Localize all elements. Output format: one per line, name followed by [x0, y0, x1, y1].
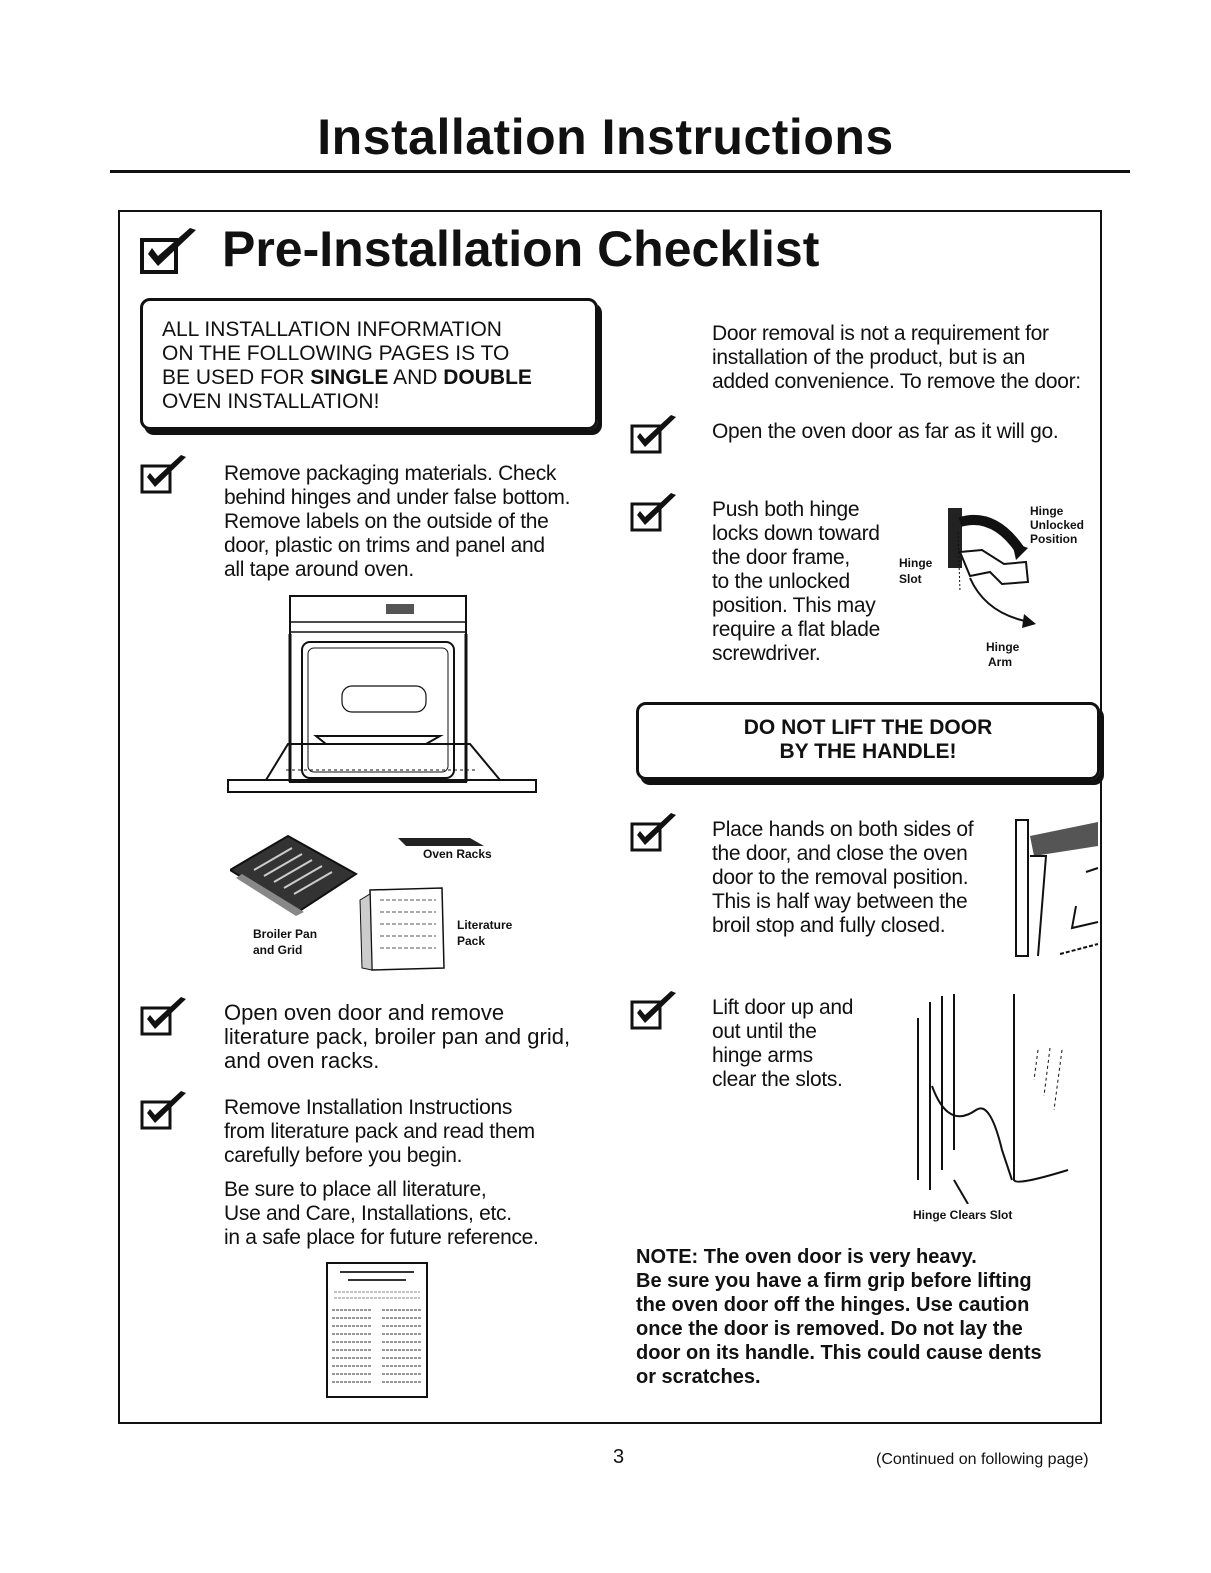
broiler-label-1: Broiler Pan [253, 927, 318, 941]
checkbox-checked-icon [630, 812, 678, 852]
callout-line-2: ON THE FOLLOWING PAGES IS TO [162, 342, 510, 365]
page-title: Installation Instructions [317, 109, 894, 165]
hinge-slot-label-2: Slot [899, 572, 922, 586]
checkbox-checked-icon [630, 990, 678, 1030]
right-step3-text: Place hands on both sides of the door, and close the oven door to the removal position. This is half way between the broil stop and fully closed. [712, 818, 974, 937]
literature-label-1: Literature [457, 918, 513, 932]
oven-racks-label: Oven Racks [423, 847, 492, 861]
page-number: 3 [613, 1446, 625, 1468]
callout-line-3: BE USED FOR SINGLE AND DOUBLE [162, 366, 532, 389]
wall-oven-illustration [226, 594, 538, 808]
hinge-clears-slot-label: Hinge Clears Slot [913, 1208, 1013, 1222]
left-step1-text: Remove packaging materials. Check behind hinges and under false bottom. Remove labels on the outside of the door, plastic on trims and panel and all tape around oven. [224, 462, 571, 581]
left-step3-note: Be sure to place all literature, Use and Care, Installations, etc. in a safe place for future reference. [224, 1178, 539, 1249]
right-step4-text: Lift door up and out until the hinge arms clear the slots. [712, 996, 854, 1091]
checkbox-checked-icon [630, 414, 678, 454]
checkbox-checked-icon [140, 454, 188, 494]
instruction-booklet-illustration [326, 1262, 430, 1400]
hinge-arm-label-2: Arm [988, 655, 1013, 669]
checkbox-checked-icon [140, 226, 200, 276]
door-lift-illustration [908, 990, 1078, 1204]
right-intro-text: Door removal is not a requirement for installation of the product, but is an added convenience. To remove the door: [712, 322, 1081, 393]
callout-line-4: OVEN INSTALLATION! [162, 390, 380, 413]
hinge-slot-label-1: Hinge [899, 556, 933, 570]
section-heading: Pre-Installation Checklist [222, 221, 820, 277]
hinge-unlocked-label-1: Hinge [1030, 504, 1064, 518]
checkbox-checked-icon [140, 1090, 188, 1130]
door-closing-illustration [1010, 816, 1102, 960]
hinge-unlocked-label-3: Position [1030, 532, 1078, 546]
right-step1-text: Open the oven door as far as it will go. [712, 420, 1059, 443]
title-rule [110, 170, 1130, 173]
left-step2-text: Open oven door and remove literature pack, broiler pan and grid, and oven racks. [224, 1000, 571, 1073]
left-step3-text: Remove Installation Instructions from literature pack and read them carefully before you begin. [224, 1096, 535, 1167]
checkbox-checked-icon [140, 996, 188, 1036]
literature-label-2: Pack [457, 934, 486, 948]
hinge-unlocked-label-2: Unlocked [1030, 518, 1085, 532]
hinge-arm-label-1: Hinge [986, 640, 1020, 654]
warning-text: DO NOT LIFT THE DOOR BY THE HANDLE! [743, 716, 993, 763]
caution-note: NOTE: The oven door is very heavy. Be sure you have a firm grip before lifting the oven door off the hinges. Use caution once the door is removed. Do not lay the door on its handle. This could cause dents or scratches. [636, 1246, 1042, 1388]
checkbox-checked-icon [630, 492, 678, 532]
callout-line-1: ALL INSTALLATION INFORMATION [162, 318, 502, 341]
right-step2-text: Push both hinge locks down toward the door frame, to the unlocked position. This may require a flat blade screwdriver. [712, 498, 880, 665]
broiler-label-2: and Grid [253, 943, 303, 957]
continued-note: (Continued on following page) [876, 1451, 1089, 1468]
